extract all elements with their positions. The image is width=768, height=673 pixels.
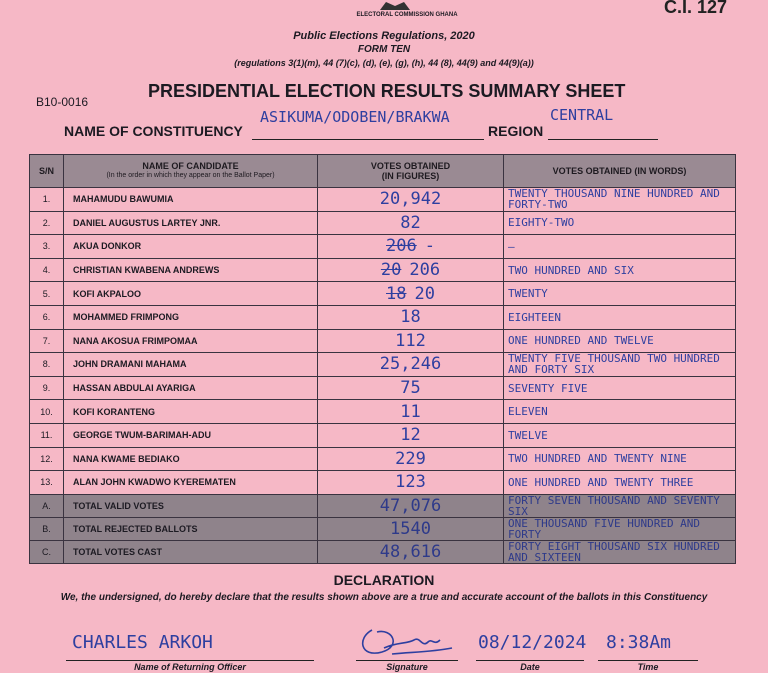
form-name: FORM TEN [357,44,411,55]
table-row [30,329,736,353]
region-underline [548,139,658,140]
col-name-subtitle: (In the order in which they appear on the Ballot Paper) [106,172,275,179]
results-table [29,154,736,564]
row-candidate-name: AKUA DONKOR [64,235,318,259]
table-row [30,400,736,424]
row-sn: 2. [30,211,64,235]
row-votes-words: ONE HUNDRED AND TWENTY THREE [504,471,736,495]
row-votes-words: EIGHTEEN [504,305,736,329]
row-candidate-name: ALAN JOHN KWADWO KYEREMATEN [64,471,318,495]
col-name-header [64,155,318,188]
region-value: CENTRAL [550,106,614,124]
time-label: Time [637,662,659,672]
results-body [30,188,736,564]
row-votes-figures: 112 [318,329,504,353]
date-line [476,660,584,661]
table-row [30,447,736,471]
row-sn: 8. [30,353,64,377]
table-row [30,423,736,447]
officer-name-line [66,660,314,661]
row-candidate-name: KOFI KORANTENG [64,400,318,424]
date-label: Date [520,662,540,672]
row-sn: 5. [30,282,64,306]
signature-line [356,660,458,661]
row-sn: 12. [30,447,64,471]
row-votes-figures: 48,616 [318,540,504,563]
row-votes-figures: 11 [318,400,504,424]
row-sn: 13. [30,471,64,495]
row-sn: 4. [30,258,64,282]
time-line [598,660,698,661]
total-row [30,494,736,517]
corrected-figure: - [424,236,435,257]
col-figures-title: VOTES OBTAINED [370,161,451,171]
row-sn: 3. [30,235,64,259]
table-row [30,471,736,495]
row-votes-figures: 25,246 [318,353,504,377]
row-votes-words: FORTY EIGHT THOUSAND SIX HUNDRED AND SIXTEEN [504,540,736,563]
officer-name-value: CHARLES ARKOH [72,632,213,653]
row-candidate-name: HASSAN ABDULAI AYARIGA [64,376,318,400]
declaration-text: We, the undersigned, do hereby declare that the results shown above are a true and accurate account of the ballots in this Constituency [60,592,708,603]
row-votes-words: ONE THOUSAND FIVE HUNDRED AND FORTY [504,517,736,540]
row-candidate-name: MOHAMMED FRIMPONG [64,305,318,329]
table-row [30,258,736,282]
row-votes-figures: 229 [318,447,504,471]
row-votes-figures: 82 [318,211,504,235]
row-votes-words: TWO HUNDRED AND SIX [504,258,736,282]
row-votes-figures: 47,076 [318,494,504,517]
row-candidate-name: NANA KWAME BEDIAKO [64,447,318,471]
row-votes-words: EIGHTY-TWO [504,211,736,235]
row-sn: 11. [30,423,64,447]
row-sn: A. [30,494,64,517]
row-votes-words: ELEVEN [504,400,736,424]
constituency-label: NAME OF CONSTITUENCY [64,123,243,139]
constituency-underline [252,139,484,140]
table-row [30,305,736,329]
row-votes-words: TWENTY THOUSAND NINE HUNDRED AND FORTY-TWO [504,188,736,212]
table-header-row [30,155,736,188]
row-votes-figures [318,258,504,282]
row-votes-figures: 12 [318,423,504,447]
regulations-refs: (regulations 3(1)(m), 44 (7)(c), (d), (e), (g), (h), 44 (8), 44(9) and 44(9)(a)) [234,58,534,68]
officer-name-label: Name of Returning Officer [134,662,246,672]
table-row [30,188,736,212]
time-value: 8:38Am [606,632,672,653]
constituency-value: ASIKUMA/ODOBEN/BRAKWA [260,108,450,126]
row-sn: 1. [30,188,64,212]
table-row [30,211,736,235]
row-sn: B. [30,517,64,540]
form-code: C.I. 127 [664,0,728,17]
row-votes-words: TWO HUNDRED AND TWENTY NINE [504,447,736,471]
corrected-figure: 206 [409,260,441,281]
row-sn: 9. [30,376,64,400]
regulations-title: Public Elections Regulations, 2020 [293,30,475,42]
row-sn: C. [30,540,64,563]
row-candidate-name: TOTAL VALID VOTES [64,494,318,517]
struck-figure: 206 [386,236,417,257]
row-sn: 6. [30,305,64,329]
row-votes-figures: 20,942 [318,188,504,212]
row-votes-figures: 75 [318,376,504,400]
row-votes-figures [318,282,504,306]
row-candidate-name: JOHN DRAMANI MAHAMA [64,353,318,377]
page-title: PRESIDENTIAL ELECTION RESULTS SUMMARY SHEET [148,81,626,101]
row-candidate-name: TOTAL VOTES CAST [64,540,318,563]
signature-label: Signature [386,662,428,672]
row-votes-figures: 123 [318,471,504,495]
coat-of-arms-icon [360,0,430,10]
col-figures-subtitle: (IN FIGURES) [381,171,440,181]
row-votes-words: — [504,235,736,259]
region-label: REGION [488,123,544,139]
row-votes-figures: 1540 [318,517,504,540]
row-votes-figures [318,235,504,259]
table-row [30,353,736,377]
row-votes-figures: 18 [318,305,504,329]
row-candidate-name: TOTAL REJECTED BALLOTS [64,517,318,540]
table-row [30,282,736,306]
col-words-header: VOTES OBTAINED (IN WORDS) [504,155,736,188]
total-row [30,517,736,540]
table-row [30,235,736,259]
row-candidate-name: KOFI AKPALOO [64,282,318,306]
total-row [30,540,736,563]
date-value: 08/12/2024 [478,632,587,653]
struck-figure: 18 [386,283,407,304]
row-candidate-name: MAHAMUDU BAWUMIA [64,188,318,212]
row-candidate-name: CHRISTIAN KWABENA ANDREWS [64,258,318,282]
col-name-title: NAME OF CANDIDATE [142,161,239,171]
row-candidate-name: DANIEL AUGUSTUS LARTEY JNR. [64,211,318,235]
sheet-code: B10-0016 [36,95,89,109]
corrected-figure: 20 [414,283,435,304]
row-sn: 7. [30,329,64,353]
row-sn: 10. [30,400,64,424]
table-row [30,376,736,400]
row-votes-words: FORTY SEVEN THOUSAND AND SEVENTY SIX [504,494,736,517]
struck-figure: 20 [380,260,402,281]
row-votes-words: TWENTY FIVE THOUSAND TWO HUNDRED AND FORTY SIX [504,353,736,377]
declaration-heading: DECLARATION [333,572,435,588]
col-sn-header: S/N [30,155,64,188]
row-candidate-name: NANA AKOSUA FRIMPOMAA [64,329,318,353]
signature-image [352,618,462,660]
row-votes-words: SEVENTY FIVE [504,376,736,400]
row-votes-words: TWENTY [504,282,736,306]
row-votes-words: ONE HUNDRED AND TWELVE [504,329,736,353]
row-votes-words: TWELVE [504,423,736,447]
commission-name: ELECTORAL COMMISSION GHANA [356,12,458,18]
col-figures-header [318,155,504,188]
row-candidate-name: GEORGE TWUM-BARIMAH-ADU [64,423,318,447]
